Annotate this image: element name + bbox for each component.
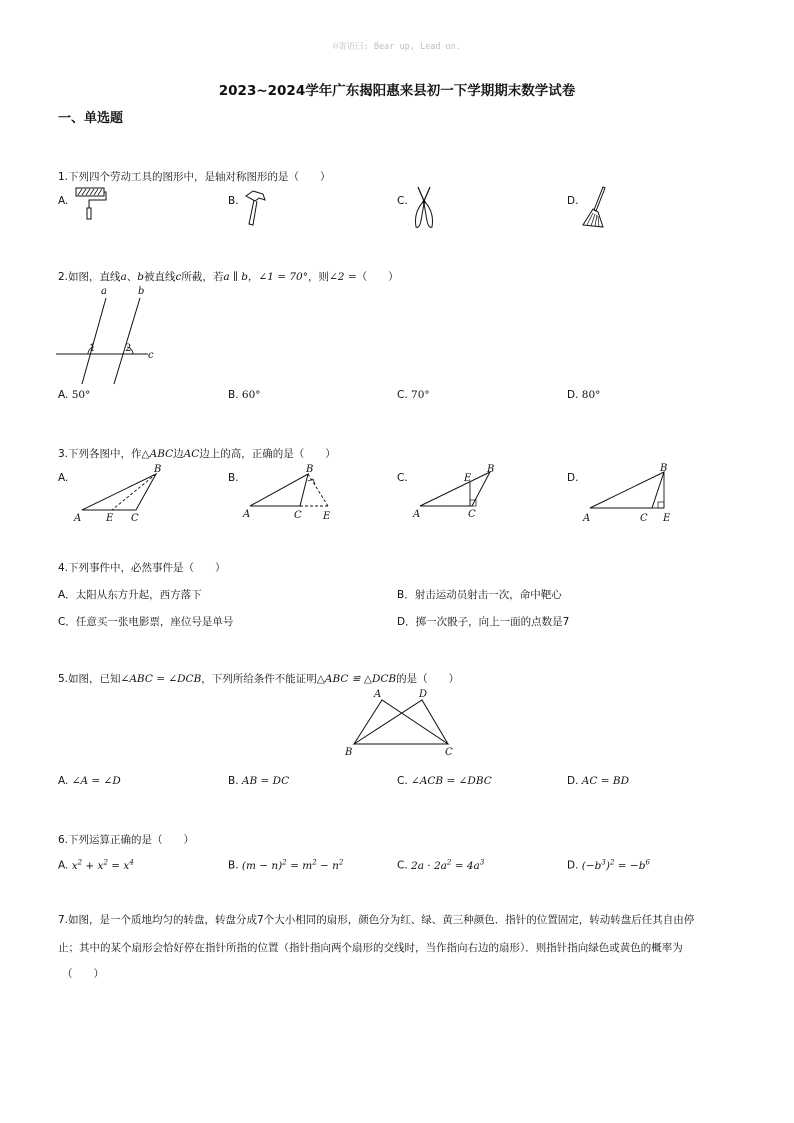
q2-parallel-lines-figure: [56, 286, 166, 386]
svg-text:C: C: [445, 747, 453, 758]
question-2-stem: 2.如图，直线a、b被直线c所截，若a ∥ b，∠1 = 70°，则∠2 =（ ）: [58, 271, 399, 283]
q3-figure-d: [580, 460, 690, 526]
q5-option-c: C. ∠ACB = ∠DBC: [397, 775, 492, 787]
question-3-stem: 3.下列各图中，作△ABC边AC边上的高，正确的是（ ）: [58, 448, 336, 460]
svg-text:A: A: [74, 513, 82, 524]
q2-option-c: C. 70°: [397, 389, 430, 401]
section-heading: 一、单选题: [58, 111, 124, 126]
q5-option-b: B. AB = DC: [228, 775, 290, 787]
page-title: 2023~2024学年广东揭阳惠来县初一下学期期末数学试卷: [218, 83, 576, 99]
angle-1-label: 1: [89, 343, 96, 354]
hammer-icon: [243, 188, 269, 228]
line-b-label: b: [138, 286, 145, 297]
q2-option-a: A. 50°: [58, 389, 91, 401]
angle-2-label: 2: [125, 343, 132, 354]
q4-option-a: A．太阳从东方升起，西方落下: [58, 589, 202, 601]
line-a-label: a: [101, 286, 107, 297]
svg-text:B: B: [154, 464, 162, 475]
q2-option-b: B. 60°: [228, 389, 261, 401]
svg-text:E: E: [323, 511, 331, 522]
q3-option-c-label: C.: [397, 472, 408, 484]
q5-option-a: A. ∠A = ∠D: [58, 775, 121, 787]
q3-option-d-label: D.: [567, 472, 579, 484]
broom-icon: [581, 185, 611, 231]
svg-text:E: E: [464, 473, 472, 484]
svg-text:C: C: [640, 513, 648, 524]
line-c-label: c: [148, 350, 154, 361]
svg-text:C: C: [131, 513, 139, 524]
svg-text:A: A: [243, 509, 251, 520]
q6-option-d: D. $(-b^3)^2 = -b^6$: [567, 858, 650, 872]
watermark-header: ☺寄语曰: Bear up, Lead on.: [333, 42, 461, 52]
svg-text:C: C: [294, 510, 302, 521]
q6-option-a: A. $x^2 + x^2 = x^4$: [58, 858, 134, 872]
svg-text:A: A: [374, 689, 382, 700]
q5-option-d: D. AC = BD: [567, 775, 630, 787]
q1-option-a-label: A.: [58, 195, 69, 207]
question-1-stem: 1.下列四个劳动工具的图形中，是轴对称图形的是（ ）: [58, 171, 331, 183]
q1-option-d-label: D.: [567, 195, 579, 207]
q5-triangles-figure: [342, 686, 462, 760]
question-5-stem: 5.如图，已知∠ABC = ∠DCB，下列所给条件不能证明△ABC ≌ △DCB的是（ ）: [58, 673, 460, 685]
question-7-line-2: 止；其中的某个扇形会恰好停在指针所指的位置（指针指向两个扇形的交线时，当作指向右边的扇形）．则指针指向绿色或黄色的概率为: [58, 942, 683, 954]
q6-option-b: B. $(m - n)^2 = m^2 - n^2$: [228, 858, 344, 872]
svg-text:D: D: [419, 689, 428, 700]
pruning-shears-icon: [410, 185, 438, 231]
q3-option-b-label: B.: [228, 472, 239, 484]
q1-option-b-label: B.: [228, 195, 239, 207]
q6-option-c: C. $2a \cdot 2a^2 = 4a^3$: [397, 858, 485, 872]
q2-option-d: D. 80°: [567, 389, 601, 401]
svg-text:B: B: [345, 747, 353, 758]
svg-text:E: E: [663, 513, 671, 524]
q4-option-d: D．掷一次骰子，向上一面的点数是7: [397, 616, 570, 628]
svg-text:B: B: [660, 463, 668, 474]
q1-option-c-label: C.: [397, 195, 408, 207]
svg-text:B: B: [487, 464, 495, 475]
question-6-stem: 6.下列运算正确的是（ ）: [58, 834, 195, 846]
svg-text:B: B: [306, 464, 314, 475]
svg-text:E: E: [106, 513, 114, 524]
svg-text:C: C: [468, 509, 476, 520]
q4-option-c: C．任意买一张电影票，座位号是单号: [58, 616, 234, 628]
question-4-stem: 4.下列事件中，必然事件是（ ）: [58, 562, 226, 574]
paint-roller-icon: [74, 186, 108, 220]
q3-figure-b: [240, 462, 350, 526]
svg-text:A: A: [413, 509, 421, 520]
question-7-line-1: 7.如图，是一个质地均匀的转盘，转盘分成7个大小相同的扇形，颜色分为红、绿、黄三种颜色．指针的位置固定，转动转盘后任其自由停: [58, 914, 695, 926]
q4-option-b: B．射击运动员射击一次，命中靶心: [397, 589, 562, 601]
question-7-line-3: （ ）: [62, 968, 104, 980]
svg-text:A: A: [583, 513, 591, 524]
q3-option-a-label: A.: [58, 472, 69, 484]
q3-figure-a: [70, 462, 170, 526]
q3-figure-c: [410, 462, 510, 526]
